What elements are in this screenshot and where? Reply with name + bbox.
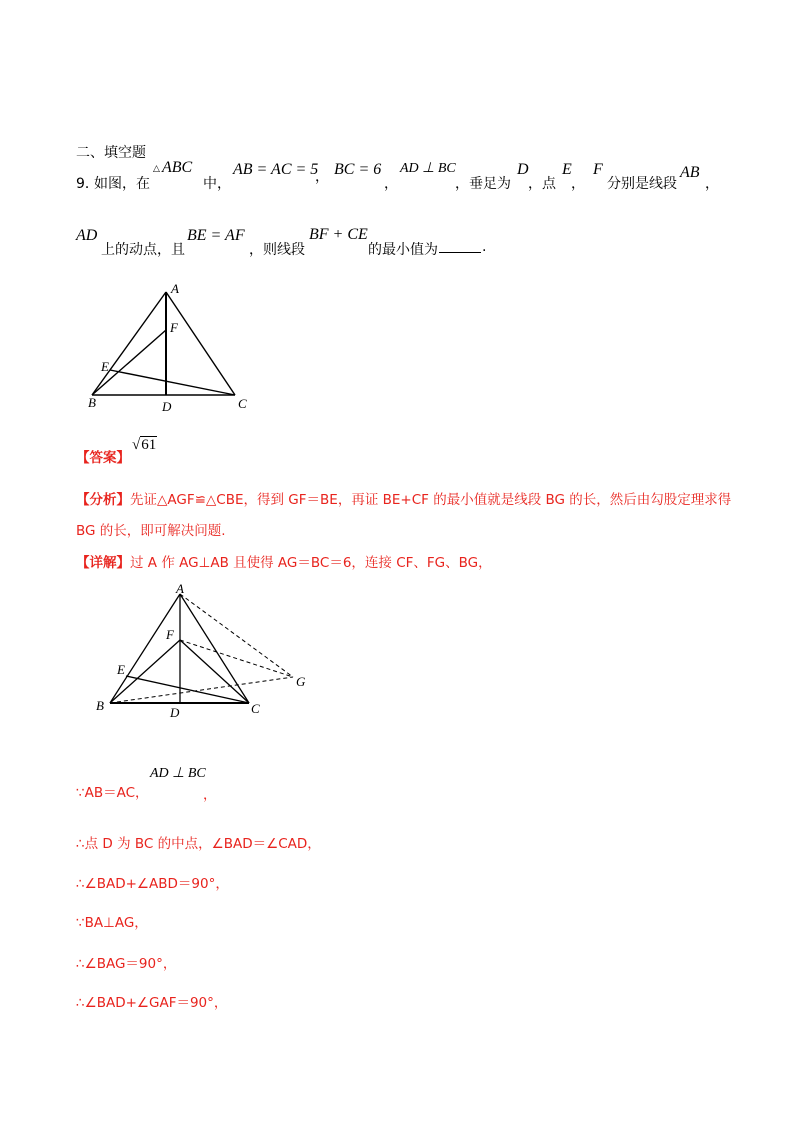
math-ab-ac: AB = AC = 5 [233, 161, 319, 178]
question-text-3: ，垂足为 [455, 176, 511, 192]
fig2-label-a: A [176, 581, 184, 596]
fig1-label-a: A [171, 281, 179, 296]
analysis-block [76, 488, 731, 508]
section-title: 二、填空题 [76, 145, 146, 161]
math-ab: AB [680, 164, 700, 181]
fig2-dashed-bg [110, 677, 293, 703]
fig2-segment-ce [126, 676, 249, 703]
fig1-label-c: C [238, 396, 247, 411]
fig1-label-b: B [88, 395, 96, 410]
math-f: F [593, 161, 603, 178]
question-text-10: 的最小值为 [368, 242, 438, 258]
analysis-line-1: 先证△AGF≌△CBE，得到 GF＝BE，再证 BE+CF 的最小值就是线段 BG 的长，然后由勾股定理求得 [130, 492, 732, 508]
math-e: E [562, 161, 572, 178]
fig2-label-e: E [117, 662, 125, 677]
question-text-1: 如图，在 [94, 176, 150, 192]
answer-blank [439, 252, 481, 253]
step-5: ∴∠BAG＝90°， [76, 956, 177, 972]
sqrt-symbol: √ [132, 437, 141, 453]
question-text-11: . [482, 239, 487, 255]
separator-1: ， [315, 169, 329, 185]
math-bc: BC = 6 [334, 161, 382, 178]
answer-radicand: 61 [141, 437, 157, 453]
fig1-side-ac [166, 292, 235, 395]
fig2-label-g: G [296, 674, 306, 689]
fig2-side-ab [110, 594, 180, 703]
fig1-label-e: E [101, 359, 109, 374]
fig2-label-b: B [96, 698, 104, 713]
fig1-label-f: F [170, 320, 178, 335]
question-text-5: ， [571, 176, 585, 192]
question-text-9: ，则线段 [249, 242, 305, 258]
question-text-4: ，点 [528, 176, 556, 192]
detail-label: 【详解】 [76, 555, 130, 571]
step-3: ∴∠BAD+∠ABD＝90°， [76, 876, 229, 892]
step-1-math: AD ⊥ BC [150, 766, 206, 781]
triangle-symbol: △ [153, 164, 160, 174]
detail-line-1: 过 A 作 AG⊥AB 且使得 AG＝BC＝6，连接 CF、FG、BG， [130, 555, 492, 571]
fig1-segment-ce [110, 370, 235, 395]
fig2-label-c: C [251, 701, 260, 716]
figure-2-construction [90, 580, 330, 725]
math-bf-ce: BF + CE [309, 226, 368, 243]
fig2-dashed-ag [180, 594, 293, 677]
fig2-side-ac [180, 594, 249, 703]
step-1-comma: ， [203, 787, 217, 803]
math-be-af: BE = AF [187, 227, 245, 244]
math-d: D [517, 161, 529, 178]
detail-block [76, 551, 492, 571]
step-6: ∴∠BAD+∠GAF＝90°， [76, 995, 228, 1011]
analysis-line-2: BG 的长，即可解决问题. [76, 523, 226, 539]
step-4: ∵BA⊥AG， [76, 915, 148, 931]
analysis-label: 【分析】 [76, 492, 130, 508]
math-abc: ABC [162, 159, 193, 176]
math-ad-perp-bc: AD ⊥ BC [400, 161, 456, 176]
fig2-label-d: D [170, 705, 180, 720]
question-text-2: 中， [203, 176, 231, 192]
question-text-7: ， [705, 176, 719, 192]
step-2: ∴点 D 为 BC 的中点，∠BAD＝∠CAD， [76, 836, 321, 852]
answer-label: 【答案】 [76, 450, 130, 466]
fig2-label-f: F [166, 627, 174, 642]
math-ad: AD [76, 227, 98, 244]
question-number: 9． [76, 176, 99, 192]
question-text-8: 上的动点，且 [101, 242, 185, 258]
question-text-6: 分别是线段 [607, 176, 677, 192]
step-1: ∵AB＝AC， [76, 785, 149, 801]
separator-2: ， [384, 176, 398, 192]
fig2-dashed-fg [180, 640, 293, 677]
figure-1-triangle [80, 278, 260, 418]
answer-value [132, 437, 157, 454]
fig1-label-d: D [162, 399, 172, 414]
